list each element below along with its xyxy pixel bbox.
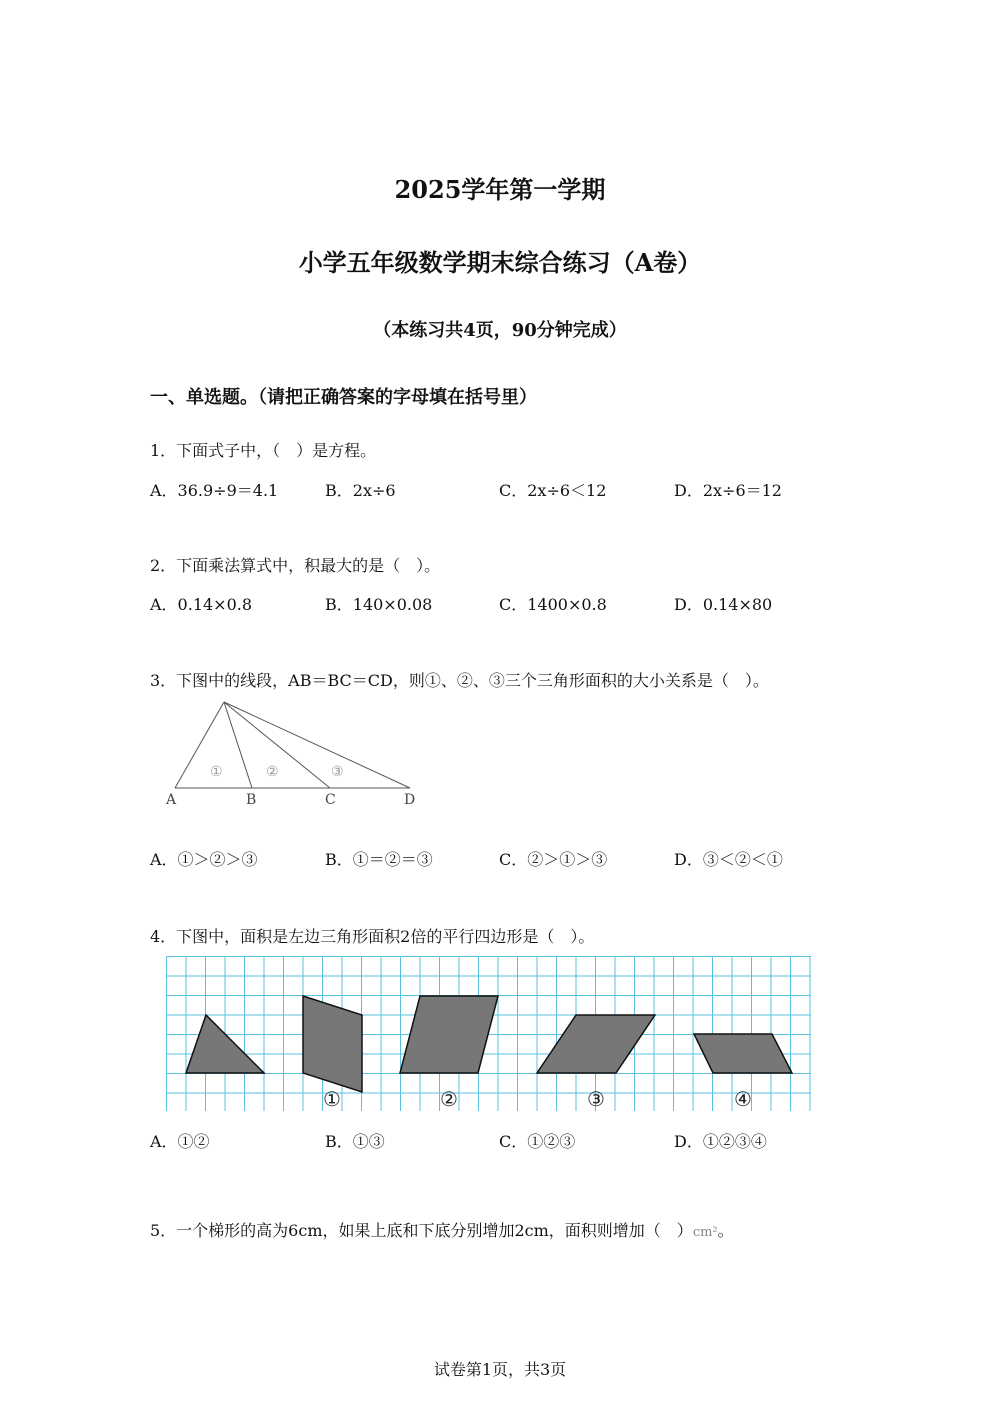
triangle-figure: [160, 698, 430, 810]
parallelogram-3: [537, 1015, 655, 1073]
q3-option-a: A．①＞②＞③: [150, 850, 258, 869]
unit-label: cm²: [692, 1225, 718, 1240]
q4-option-d: D．①②③④: [674, 1132, 767, 1151]
q3-option-d: D．③＜②＜①: [674, 850, 783, 869]
page-footer: 试卷第1页，共3页: [433, 1360, 567, 1379]
question-1-text: 1．下面式子中，（ ）是方程。: [150, 441, 377, 460]
shape-label-4: ④: [734, 1087, 752, 1111]
parallelogram-grid-figure: [166, 956, 812, 1112]
parallelogram-1: [303, 996, 362, 1092]
region-3-label: ③: [331, 764, 344, 780]
q1-option-d: D．2x÷6＝12: [674, 481, 782, 500]
q3-option-b: B．①＝②＝③: [325, 850, 433, 869]
region-2-label: ②: [266, 764, 279, 780]
shape-label-2: ②: [440, 1087, 458, 1111]
question-5-end: 。: [717, 1221, 734, 1240]
shape-label-3: ③: [587, 1087, 605, 1111]
exam-title: 2025学年第一学期: [394, 175, 606, 204]
segment-apex-b: [224, 702, 252, 788]
section-title: 一、单选题。（请把正确答案的字母填在括号里）: [150, 387, 537, 408]
segment-apex-d: [224, 702, 410, 788]
q1-option-c: C．2x÷6＜12: [499, 481, 607, 500]
q1-option-a: A．36.9÷9＝4.1: [150, 481, 279, 500]
q2-option-b: B．140×0.08: [325, 595, 433, 614]
exam-subtitle: 小学五年级数学期末综合练习（A卷）: [298, 248, 702, 277]
q4-option-b: B．①③: [325, 1132, 385, 1151]
q2-option-c: C．1400×0.8: [499, 595, 607, 614]
parallelogram-2: [400, 996, 498, 1073]
q3-option-c: C．②＞①＞③: [499, 850, 608, 869]
question-3-text: 3．下图中的线段，AB＝BC＝CD，则①、②、③三个三角形面积的大小关系是（ ）。: [150, 671, 769, 690]
q4-option-a: A．①②: [150, 1132, 210, 1151]
point-d-label: D: [404, 792, 416, 808]
q4-option-c: C．①②③: [499, 1132, 576, 1151]
region-1-label: ①: [210, 764, 223, 780]
question-5: [150, 1218, 734, 1241]
q2-option-d: D．0.14×80: [674, 595, 773, 614]
point-c-label: C: [325, 792, 336, 808]
question-4-text: 4．下图中，面积是左边三角形面积2倍的平行四边形是（ ）。: [150, 927, 595, 946]
point-a-label: A: [166, 792, 177, 808]
question-5-text: 5．一个梯形的高为6cm，如果上底和下底分别增加2cm，面积则增加（ ）: [150, 1221, 693, 1240]
q2-option-a: A．0.14×0.8: [150, 595, 253, 614]
parallelogram-4: [694, 1034, 792, 1073]
shape-label-1: ①: [323, 1087, 341, 1111]
point-b-label: B: [246, 792, 257, 808]
q1-option-b: B．2x÷6: [325, 481, 396, 500]
exam-note: （本练习共4页，90分钟完成）: [373, 320, 627, 341]
question-2-text: 2．下面乘法算式中，积最大的是（ ）。: [150, 556, 441, 575]
